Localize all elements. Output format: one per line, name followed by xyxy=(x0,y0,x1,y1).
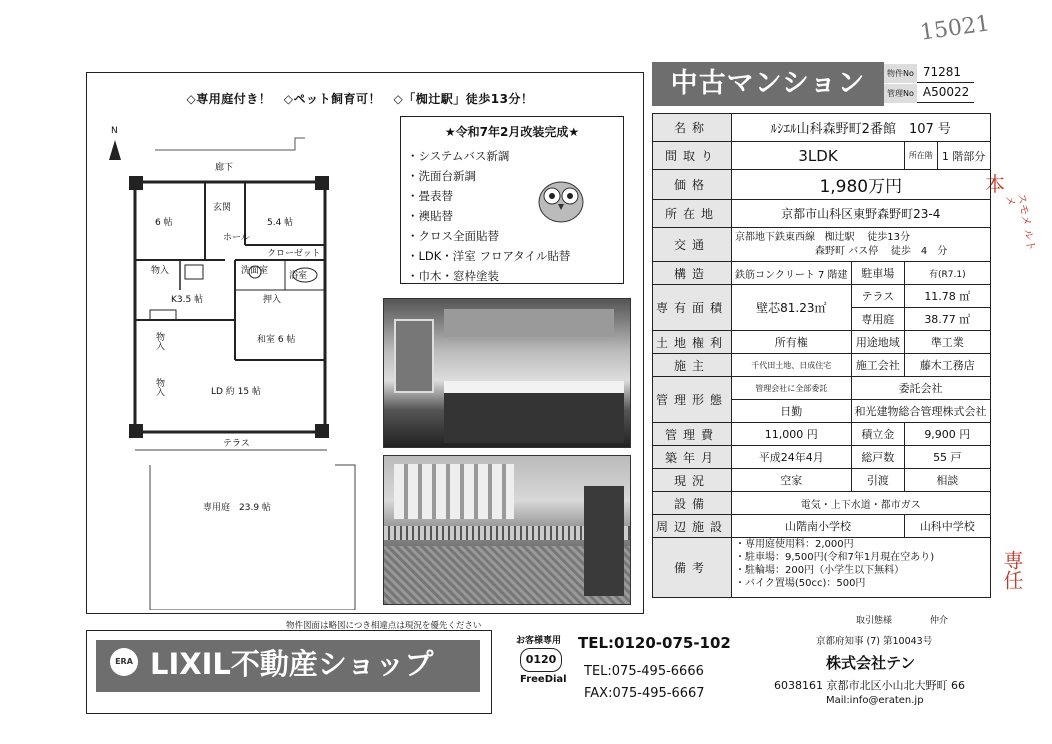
land-header: 土地権利 xyxy=(653,331,732,354)
note-item: ・バイク置場(50cc)：500円 xyxy=(735,578,866,589)
note-item: ・駐輪場：200円（小学生以下無料） xyxy=(735,565,905,576)
constructor-header: 施工会社 xyxy=(851,354,905,377)
storage-label-1: 物入 xyxy=(151,266,170,276)
garden-label: 専用庭 23.9 帖 xyxy=(203,503,271,513)
kanri-no-row xyxy=(884,83,974,103)
zone-header: 用途地域 xyxy=(851,331,905,354)
corridor-label: 廊下 xyxy=(215,163,234,173)
closet-label: クローゼット xyxy=(267,249,321,259)
constructor: 藤木工務店 xyxy=(905,354,991,377)
name-header: 名称 xyxy=(653,114,732,142)
hall-label: ホール xyxy=(223,233,250,243)
customer-label: お客様専用 xyxy=(516,636,562,646)
storage-label-2: 物入 xyxy=(154,332,164,350)
kanri-no: A50022 xyxy=(922,85,970,99)
garden-area: 38.77 ㎡ xyxy=(905,308,991,331)
terrace-label: テラス xyxy=(223,439,250,449)
reserve-header: 積立金 xyxy=(851,423,905,446)
price-header: 価格 xyxy=(653,170,732,200)
disclaimer: 物件図面は略図につき相違点は現況を優先ください xyxy=(286,621,482,631)
terrace-area: 11.78 ㎡ xyxy=(905,285,991,308)
status-header: 現況 xyxy=(653,469,732,492)
traffic-line: 京都地下鉄東西線 xyxy=(735,231,816,243)
handover-header: 引渡 xyxy=(851,469,905,492)
kitchen-photo xyxy=(383,298,631,448)
handwritten-note-1: 本 xyxy=(985,172,1005,196)
north-arrow-icon xyxy=(109,140,121,160)
madori: 3LDK xyxy=(732,142,905,170)
traffic-walk: 徒歩13分 xyxy=(867,231,911,243)
renovation-item: ・ 巾木・窓枠塗装 xyxy=(407,266,623,286)
builder-header: 施主 xyxy=(653,354,732,377)
facility: 電気・上下水道・都市ガス xyxy=(732,492,991,515)
renovation-box xyxy=(400,116,624,284)
washroom-label: 洗面室 xyxy=(241,266,269,276)
renovation-item: ・ システムバス新調 xyxy=(407,146,623,166)
garden-header: 専用庭 xyxy=(851,308,905,331)
area: 壁芯81.23㎡ xyxy=(732,285,852,331)
free-tel: TEL:0120-075-102 xyxy=(578,634,731,652)
washitsu-label: 和室 6 帖 xyxy=(257,335,296,345)
north-label: N xyxy=(111,126,118,136)
owl-mascot-icon xyxy=(531,172,591,227)
structure: 鉄筋コンクリート 7 階建 xyxy=(732,262,852,285)
handover: 相談 xyxy=(905,469,991,492)
renovation-item: ・ 洗面台新調 xyxy=(407,166,623,186)
traffic-station: 椥辻駅 xyxy=(824,231,855,243)
kitchen-label: K3.5 帖 xyxy=(171,295,204,305)
floor-plan xyxy=(95,120,360,610)
license-no: 京都府知事 (7) 第10043号 xyxy=(816,636,933,647)
floor-plan-drawing xyxy=(95,120,360,610)
bukken-no-label: 物件No xyxy=(884,64,917,83)
company-address: 6038161 京都市北区小山北大野町 66 xyxy=(774,679,965,692)
notes xyxy=(732,538,991,598)
status: 空家 xyxy=(732,469,852,492)
traffic-bus-walk: 徒歩 4 分 xyxy=(890,245,948,257)
handwritten-note-3: 専任 xyxy=(1000,550,1024,590)
entrance-label: 玄関 xyxy=(213,203,232,213)
renovation-item: ・ 畳表替 xyxy=(407,186,623,206)
zone: 準工業 xyxy=(905,331,991,354)
handwritten-number: 15021 xyxy=(918,11,992,46)
builder: 千代田土地、日成住宅 xyxy=(732,354,852,377)
traffic-bus: 森野町 バス停 xyxy=(815,245,879,257)
renovation-item: ・ 襖貼替 xyxy=(407,206,623,226)
kanri-no-label: 管理No xyxy=(884,84,917,103)
terrace-header: テラス xyxy=(851,285,905,308)
mgmt-header: 管理形態 xyxy=(653,377,732,423)
mgmt-staff: 日勤 xyxy=(732,400,852,423)
parking-header: 駐車場 xyxy=(851,262,905,285)
oshiire-label: 押入 xyxy=(263,295,282,305)
mgmt-type: 管理会社に全部委託 xyxy=(732,377,852,400)
madori-header: 間取り xyxy=(653,142,732,170)
handwritten-note-2: スモメ ルトメ xyxy=(1002,192,1038,253)
renovation-item: ・ クロス全面貼替 xyxy=(407,226,623,246)
traffic-header: 交通 xyxy=(653,228,732,262)
bath-label: 浴室 xyxy=(289,271,308,281)
price: 1,980万円 xyxy=(732,170,991,200)
note-item: ・駐車場：9,500円(令和7年1月現在空あり) xyxy=(735,552,935,563)
company-name: 株式会社テン xyxy=(826,654,916,672)
ld-label: LD 約 15 帖 xyxy=(211,387,261,397)
garden-photo xyxy=(383,455,631,605)
fax: FAX:075-495-6667 xyxy=(584,686,705,701)
land: 所有権 xyxy=(732,331,852,354)
features-line: ◇専用庭付き！ ◇ペット飼育可！ ◇「椥辻駅」徒歩13分！ xyxy=(186,92,534,106)
units-header: 総戸数 xyxy=(851,446,905,469)
room-6-label: 6 帖 xyxy=(155,218,173,228)
mgmt-company: 和光建物総合管理株式会社 xyxy=(851,400,990,423)
floor-header: 所在階 xyxy=(905,142,938,170)
reserve: 9,900 円 xyxy=(905,423,991,446)
page-title: 中古マンション xyxy=(652,62,884,106)
transaction-type-label: 取引態様 xyxy=(856,616,893,626)
era-logo: ERA xyxy=(110,648,138,676)
traffic xyxy=(732,228,991,262)
mgmt-company-header: 委託会社 xyxy=(851,377,990,400)
floor: 1 階部分 xyxy=(937,142,990,170)
location-header: 所在地 xyxy=(653,200,732,228)
bukken-no: 71281 xyxy=(922,65,962,79)
area-header: 専有面積 xyxy=(653,285,732,331)
built: 平成24年4月 xyxy=(732,446,852,469)
notes-header: 備考 xyxy=(653,538,732,598)
tel: TEL:075-495-6666 xyxy=(584,664,704,679)
units: 55 戸 xyxy=(905,446,991,469)
renovation-item: ・ LDK・洋室 フロアタイル貼替 xyxy=(407,246,623,266)
facility-header: 設備 xyxy=(653,492,732,515)
bukken-no-row xyxy=(884,63,974,83)
spec-table xyxy=(652,113,991,598)
transaction-type: 仲介 xyxy=(930,616,949,626)
room-54-label: 5.4 帖 xyxy=(267,218,294,228)
location: 京都市山科区東野森野町23-4 xyxy=(732,200,991,228)
note-item: ・専用庭使用料：2,000円 xyxy=(735,539,854,550)
property-name: ﾙｼｴﾙ山科森野町2番館 107 号 xyxy=(732,114,991,142)
structure-header: 構造 xyxy=(653,262,732,285)
around-2: 山科中学校 xyxy=(905,515,991,538)
around-header: 周辺施設 xyxy=(653,515,732,538)
company-email: Mail:info@eraten.jp xyxy=(826,695,924,706)
lixil-shop-name: LIXIL不動産ショップ xyxy=(150,647,434,681)
fee-header: 管理費 xyxy=(653,423,732,446)
built-header: 築年月 xyxy=(653,446,732,469)
parking: 有(R7.1) xyxy=(905,262,991,285)
freedial-icon: 0120 xyxy=(520,648,562,672)
storage-label-3: 物入 xyxy=(154,378,164,396)
renovation-title: ★令和7年2月改装完成★ xyxy=(444,125,580,139)
around-1: 山階南小学校 xyxy=(732,515,905,538)
fee: 11,000 円 xyxy=(732,423,852,446)
freedial-label: FreeDial xyxy=(520,674,567,685)
